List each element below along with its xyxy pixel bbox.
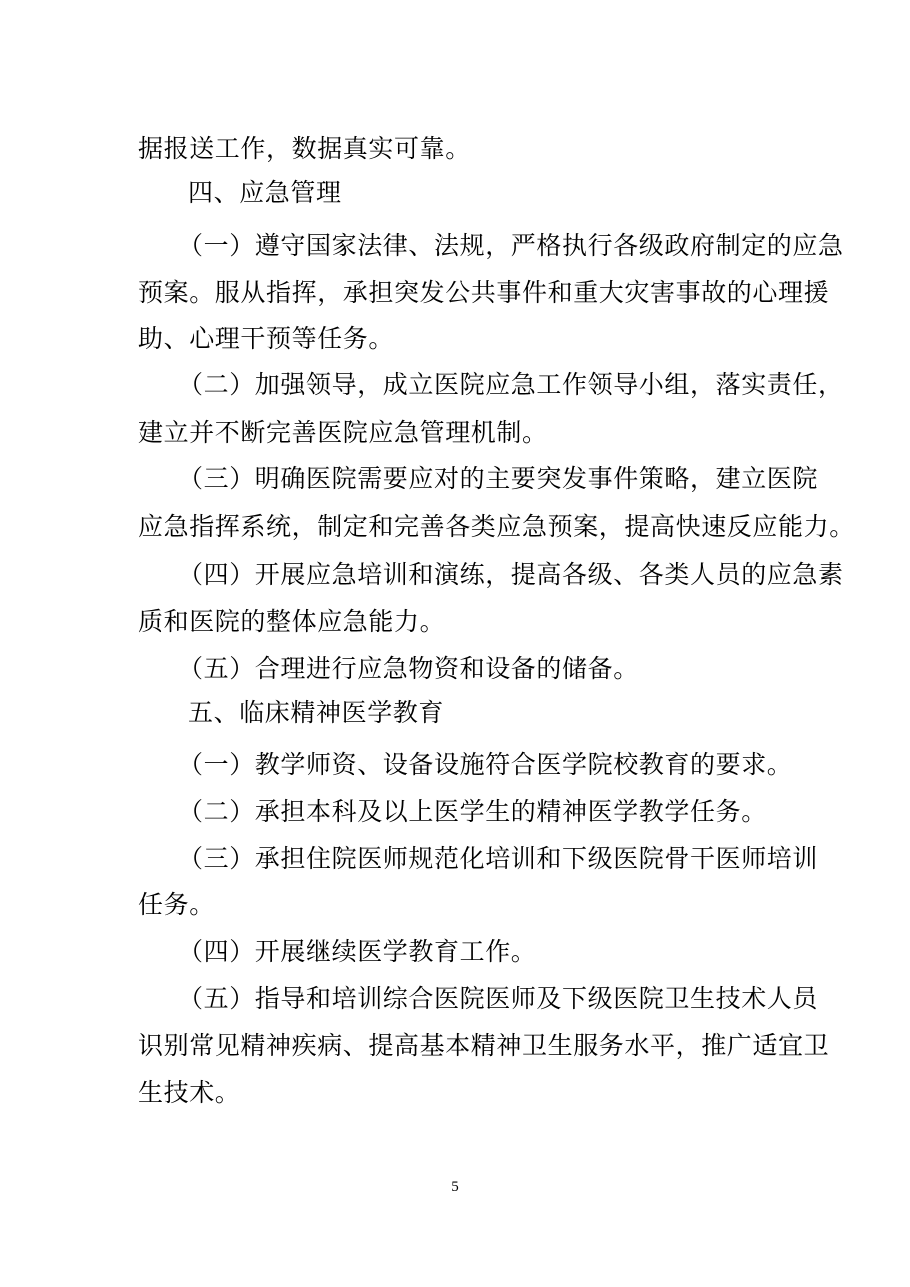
text-line: （一）遵守国家法律、法规，严格执行各级政府制定的应急 [178,231,844,260]
text-line: 质和医院的整体应急能力。 [138,607,446,636]
text-line: 任务。 [138,890,215,919]
text-line: （四）开展应急培训和演练，提高各级、各类人员的应急素 [178,560,844,589]
text-line: 生技术。 [138,1078,241,1107]
text-line: 助、心理干预等任务。 [138,324,395,353]
text-line: （三）承担住院医师规范化培训和下级医院骨干医师培训 [178,844,819,873]
text-line: （一）教学师资、设备设施符合医学院校教育的要求。 [178,750,793,779]
text-line: （五）合理进行应急物资和设备的储备。 [178,654,639,683]
text-line: （四）开展继续医学教育工作。 [178,937,537,966]
text-line: （二）加强领导，成立医院应急工作领导小组，落实责任， [178,370,844,399]
text-line: 建立并不断完善医院应急管理机制。 [138,418,548,447]
text-line: 应急指挥系统，制定和完善各类应急预案，提高快速反应能力。 [138,512,855,541]
text-line: （三）明确医院需要应对的主要突发事件策略，建立医院 [178,464,819,493]
text-line: 识别常见精神疾病、提高基本精神卫生服务水平，推广适宜卫 [138,1031,830,1060]
text-line: 预案。服从指挥，承担突发公共事件和重大灾害事故的心理援 [138,278,830,307]
text-line: （五）指导和培训综合医院医师及下级医院卫生技术人员 [178,984,819,1013]
section-heading: 五、临床精神医学教育 [188,698,445,727]
text-line: 据报送工作，数据真实可靠。 [138,134,471,163]
text-line: （二）承担本科及以上医学生的精神医学教学任务。 [178,797,767,826]
section-heading: 四、应急管理 [188,178,342,207]
page-number: 5 [451,1179,459,1195]
